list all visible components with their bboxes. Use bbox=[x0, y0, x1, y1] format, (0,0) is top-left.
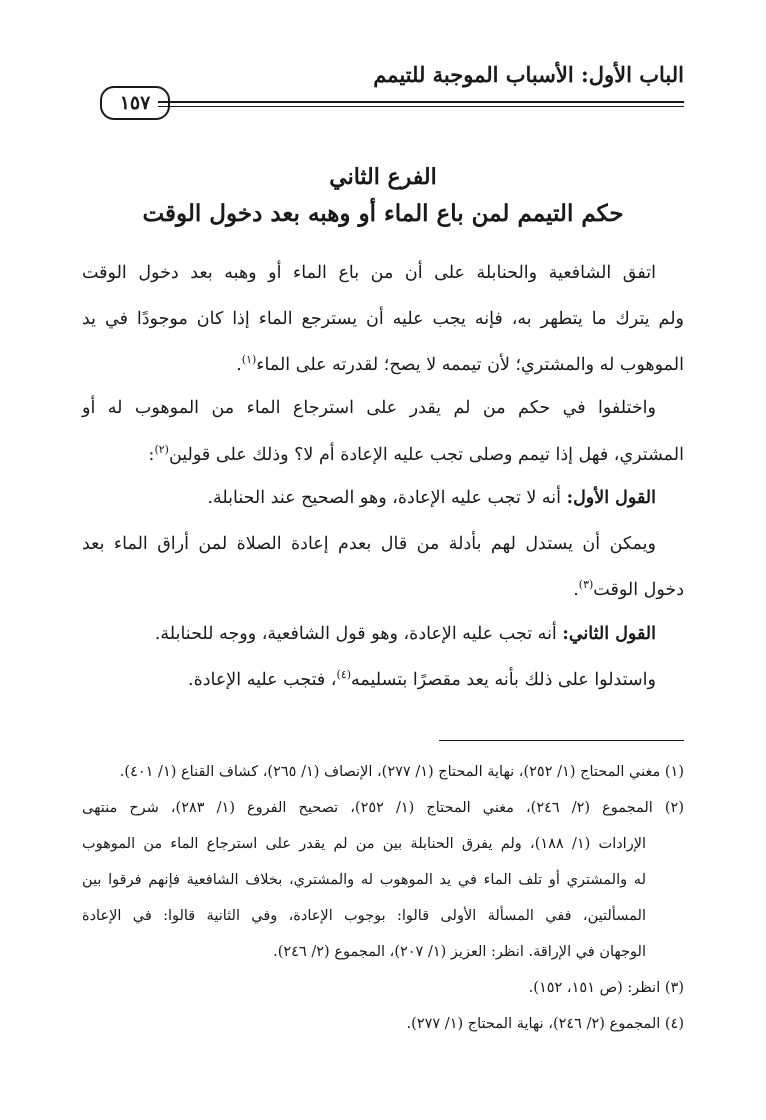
footnote-2-line: الوجهان في الإراقة. انظر: العزيز (١/ ٢٠٧)، المجموع (٢/ ٢٤٦). bbox=[273, 944, 646, 960]
section-title: حكم التيمم لمن باع الماء أو وهبه بعد دخول الوقت bbox=[142, 200, 624, 227]
footnote-ref[interactable]: (٤) bbox=[336, 668, 352, 681]
header-rule bbox=[158, 101, 684, 103]
footnote-2-line: الإرادات (١/ ١٨٨)، ولم يفرق الحنابلة بين من لم يقدر على استرجاع الماء من الموهوب bbox=[82, 836, 647, 852]
opinion-label: القول الأول: bbox=[566, 488, 656, 508]
paragraph-line: اتفق الشافعية والحنابلة على أن من باع الماء أو وهبه بعد دخول الوقت bbox=[82, 263, 656, 283]
opinion-two: القول الثاني: أنه تجب عليه الإعادة، وهو قول الشافعية، ووجه للحنابلة. bbox=[154, 624, 656, 644]
paragraph-line: الموهوب له والمشتري؛ لأن تيممه لا يصح؛ لقدرته على الماء$^{(١)}$. bbox=[236, 353, 684, 375]
paragraph-line: واختلفوا في حكم من لم يقدر على استرجاع الماء من الموهوب له أو bbox=[82, 398, 656, 418]
paragraph-line: واستدلوا على ذلك بأنه يعد مقصرًا بتسليمه$^{(٤)}$، فتجب عليه الإعادة. bbox=[188, 668, 656, 690]
opinion-label: القول الثاني: bbox=[562, 624, 656, 644]
paragraph-line: دخول الوقت$^{(٣)}$. bbox=[573, 578, 684, 600]
opinion-one: القول الأول: أنه لا تجب عليه الإعادة، وهو الصحيح عند الحنابلة. bbox=[207, 488, 656, 508]
header-rule-thin bbox=[158, 106, 684, 107]
paragraph-line: المشتري، فهل إذا تيمم وصلى تجب عليه الإعادة أم لا؟ وذلك على قولين$^{(٢)}$: bbox=[148, 443, 684, 465]
footnote-ref[interactable]: (٣) bbox=[578, 578, 594, 591]
footnote-3: (٣) انظر: (ص ١٥١، ١٥٢). bbox=[528, 980, 684, 996]
footnote-2: (٢) المجموع (٢/ ٢٤٦)، مغني المحتاج (١/ ٢٥٢)، تصحيح الفروع (١/ ٢٨٣)، شرح منتهى bbox=[82, 800, 684, 816]
footnote-separator bbox=[439, 740, 684, 741]
footnote-2-line: له والمشتري أو تلف الماء في يد الموهوب له والمشتري، بخلاف الشافعية فإنهم فرقوا بين bbox=[82, 872, 646, 888]
footnote-ref[interactable]: (١) bbox=[241, 353, 257, 366]
page-number: ١٥٧ bbox=[100, 86, 170, 120]
paragraph-line: ويمكن أن يستدل لهم بأدلة من قال بعدم إعادة الصلاة لمن أراق الماء بعد bbox=[82, 534, 656, 554]
footnote-4: (٤) المجموع (٢/ ٢٤٦)، نهاية المحتاج (١/ ٢٧٧). bbox=[406, 1016, 684, 1032]
chapter-running-title: الباب الأول: الأسباب الموجبة للتيمم bbox=[373, 62, 684, 87]
paragraph-line: ولم يترك ما يتطهر به، فإنه يجب عليه أن يسترجع الماء إذا كان موجودًا في يد bbox=[82, 309, 684, 329]
footnote-2-line: المسألتين، ففي المسألة الأولى قالوا: بوجوب الإعادة، وفي الثانية قالوا: في الإعادة bbox=[82, 908, 646, 924]
footnote-1: (١) مغني المحتاج (١/ ٢٥٢)، نهاية المحتاج (١/ ٢٧٧)، الإنصاف (١/ ٢٦٥)، كشاف القناع (١/ ٤٠١). bbox=[119, 764, 684, 780]
footnote-ref[interactable]: (٢) bbox=[154, 443, 169, 456]
section-heading: الفرع الثاني bbox=[329, 164, 437, 190]
